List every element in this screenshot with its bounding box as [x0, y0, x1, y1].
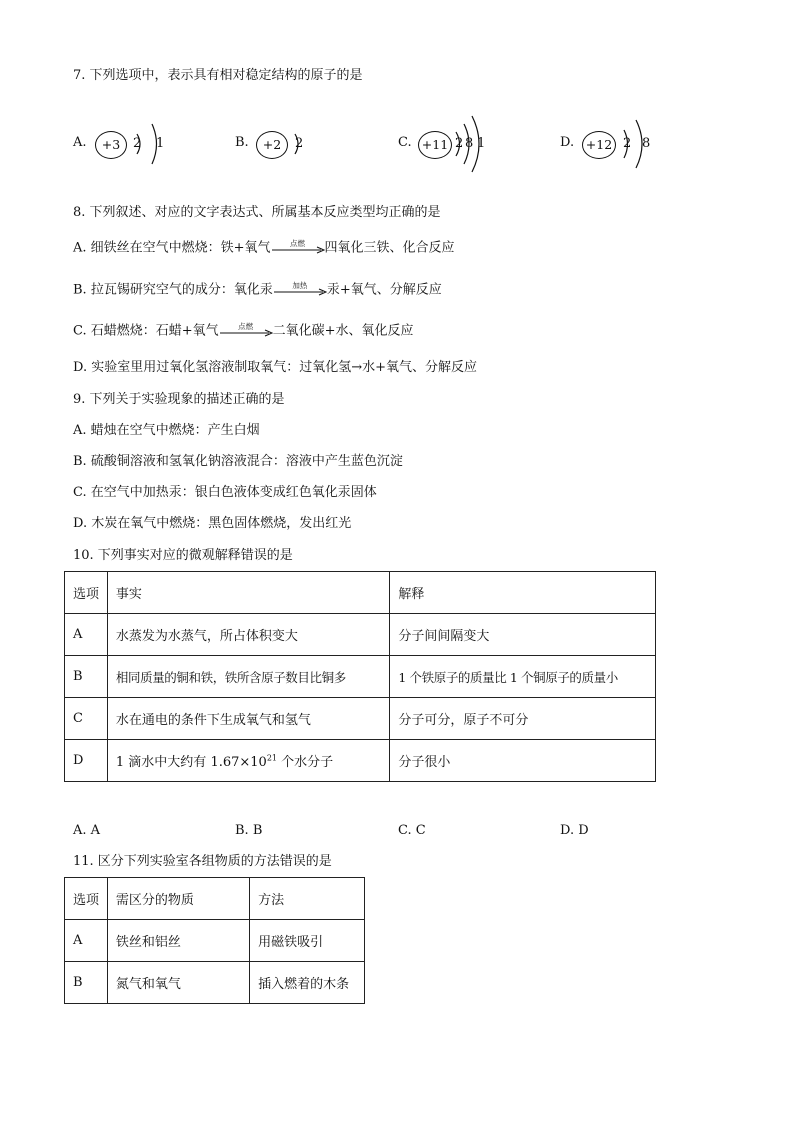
- arrow-right-icon: [271, 246, 325, 254]
- reaction-arrow: [273, 282, 327, 298]
- q10-answer-b: B. B: [235, 823, 263, 838]
- table-cell: 1 个铁原子的质量比 1 个铜原子的质量小: [390, 656, 656, 698]
- q8-option-b: [73, 282, 442, 299]
- q9-stem: 9. 下列关于实验现象的描述正确的是: [73, 392, 285, 407]
- q7-option-b: [235, 118, 315, 174]
- shell-electrons: 2: [623, 136, 632, 151]
- table-header-cell: 解释: [390, 572, 656, 614]
- reaction-condition: 点燃: [238, 322, 254, 331]
- q11-table: [64, 877, 365, 1004]
- equation-left: A. 细铁丝在空气中燃烧：铁+氧气: [73, 240, 271, 256]
- shell-electrons: 1: [477, 136, 486, 151]
- table-cell: 氮气和氧气: [107, 962, 249, 1004]
- q9-option-d: D. 木炭在氧气中燃烧：黑色固体燃烧，发出红光: [73, 516, 352, 531]
- table-row: [65, 656, 656, 698]
- shell-electrons: 8: [642, 136, 651, 151]
- table-cell: 水在通电的条件下生成氧气和氢气: [107, 698, 390, 740]
- table-cell: 插入燃着的木条: [250, 962, 365, 1004]
- q8-option-a: [73, 240, 455, 257]
- table-header-cell: 需区分的物质: [107, 878, 249, 920]
- q10-table: [64, 571, 656, 782]
- q11-stem: 11. 区分下列实验室各组物质的方法错误的是: [73, 854, 332, 869]
- table-cell: 相同质量的铜和铁，铁所含原子数目比铜多: [107, 656, 390, 698]
- equation-right: 四氧化三铁、化合反应: [324, 240, 455, 256]
- q10-answer-d: D. D: [560, 823, 589, 838]
- q10-answer-c: C. C: [398, 823, 426, 838]
- table-header-cell: 选项: [65, 572, 108, 614]
- table-header-row: [65, 572, 656, 614]
- q9-option-b: B. 硫酸铜溶液和氢氧化钠溶液混合：溶液中产生蓝色沉淀: [73, 454, 403, 469]
- q9-option-a: A. 蜡烛在空气中燃烧：产生白烟: [73, 423, 260, 438]
- table-header-cell: 事实: [107, 572, 390, 614]
- table-cell: 用磁铁吸引: [250, 920, 365, 962]
- table-cell: 水蒸发为水蒸气，所占体积变大: [107, 614, 390, 656]
- q10-stem: 10. 下列事实对应的微观解释错误的是: [73, 548, 293, 563]
- option-label: D.: [560, 135, 575, 150]
- reaction-condition: 点燃: [290, 239, 306, 248]
- option-label: C.: [398, 135, 412, 150]
- table-cell: A: [65, 614, 108, 656]
- equation-left: C. 石蜡燃烧：石蜡+氧气: [73, 323, 219, 339]
- table-cell: 分子可分，原子不可分: [390, 698, 656, 740]
- q8-option-d: D. 实验室里用过氧化氢溶液制取氧气：过氧化氢→水+氧气、分解反应: [73, 360, 478, 375]
- table-cell: [107, 740, 390, 782]
- shell-electrons: 2: [133, 136, 142, 151]
- table-row: [65, 920, 365, 962]
- table-header-cell: 选项: [65, 878, 108, 920]
- nucleus: +2: [256, 131, 288, 159]
- shell-electrons: 8: [465, 136, 474, 151]
- q7-stem: 7. 下列选项中，表示具有相对稳定结构的原子的是: [73, 68, 363, 83]
- reaction-arrow: [219, 323, 273, 339]
- arrow-right-icon: [219, 329, 273, 337]
- table-cell: B: [65, 962, 108, 1004]
- equation-right: 汞+氧气、分解反应: [326, 282, 442, 298]
- exponent: 21: [266, 753, 278, 763]
- q8-option-c: [73, 323, 414, 340]
- fact-text: 个水分子: [277, 755, 334, 770]
- nucleus: +12: [582, 131, 616, 159]
- equation-left: B. 拉瓦锡研究空气的成分：氧化汞: [73, 282, 273, 298]
- equation-right: 二氧化碳+水、氧化反应: [272, 323, 414, 339]
- q7-option-c: [398, 118, 498, 174]
- shell-electrons: 1: [156, 136, 165, 151]
- q7-option-d: [560, 118, 660, 174]
- nucleus: +11: [418, 131, 452, 159]
- table-row: [65, 614, 656, 656]
- shell-electrons: 2: [295, 136, 304, 151]
- table-cell: D: [65, 740, 108, 782]
- table-row: [65, 740, 656, 782]
- q7-option-a: [73, 118, 173, 174]
- nucleus: +3: [95, 131, 127, 159]
- table-row: [65, 962, 365, 1004]
- option-label: B.: [235, 135, 249, 150]
- reaction-condition: 加热: [292, 281, 308, 290]
- reaction-arrow: [271, 240, 325, 256]
- table-cell: 铁丝和铝丝: [107, 920, 249, 962]
- table-row: [65, 698, 656, 740]
- shell-electrons: 2: [455, 136, 464, 151]
- q10-answer-a: A. A: [73, 823, 101, 838]
- arrow-right-icon: [273, 288, 327, 296]
- option-label: A.: [73, 135, 87, 150]
- table-cell: 分子很小: [390, 740, 656, 782]
- table-cell: A: [65, 920, 108, 962]
- table-cell: 分子间间隔变大: [390, 614, 656, 656]
- table-header-cell: 方法: [250, 878, 365, 920]
- table-cell: C: [65, 698, 108, 740]
- q8-stem: 8. 下列叙述、对应的文字表达式、所属基本反应类型均正确的是: [73, 205, 441, 220]
- table-header-row: [65, 878, 365, 920]
- table-cell: B: [65, 656, 108, 698]
- q9-option-c: C. 在空气中加热汞：银白色液体变成红色氧化汞固体: [73, 485, 377, 500]
- fact-text: 1 滴水中大约有 1.67×10: [115, 755, 267, 770]
